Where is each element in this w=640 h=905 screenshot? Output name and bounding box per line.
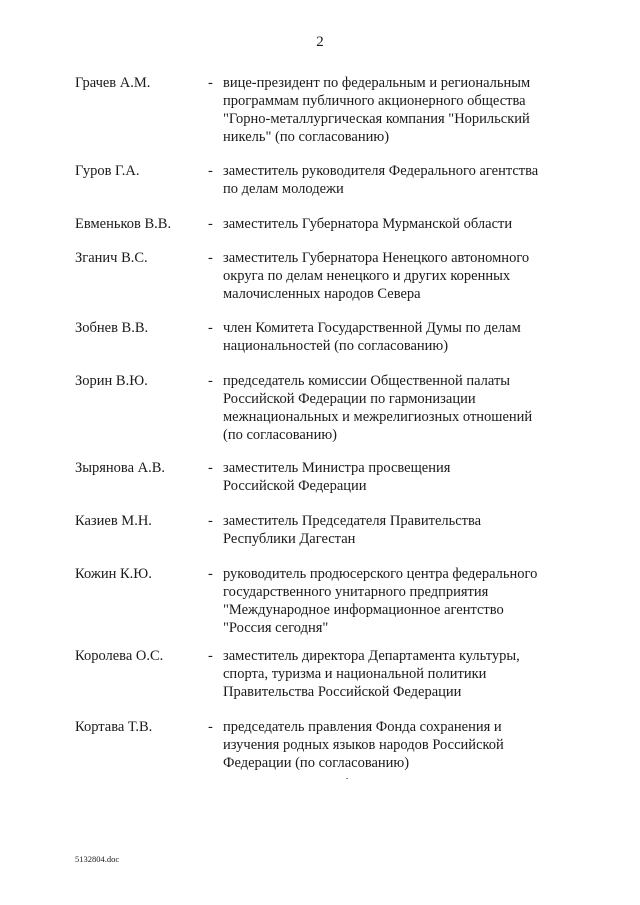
person-name: Зганич В.С.: [75, 250, 148, 266]
person-role: заместитель Министра просвещения Российской Федерации: [223, 460, 451, 494]
separator-dash: -: [208, 648, 213, 664]
list-item: [75, 162, 575, 215]
separator-dash: -: [208, 513, 213, 529]
person-name: Кожин К.Ю.: [75, 566, 152, 582]
person-name: Зорин В.Ю.: [75, 373, 148, 389]
scan-speck: [346, 778, 348, 779]
separator-dash: -: [208, 163, 213, 179]
member-list: [75, 74, 575, 774]
person-name: Грачев А.М.: [75, 75, 151, 91]
list-item: [75, 565, 575, 647]
list-item: [75, 512, 575, 565]
person-name: Кортава Т.В.: [75, 719, 153, 735]
separator-dash: -: [208, 250, 213, 266]
person-role: заместитель Председателя Правительства Республики Дагестан: [223, 513, 482, 547]
person-name: Королева О.С.: [75, 648, 164, 664]
person-name: Гуров Г.А.: [75, 163, 140, 179]
separator-dash: -: [208, 216, 213, 232]
document-filename: 5132804.doc: [75, 854, 120, 864]
list-item: [75, 372, 575, 459]
separator-dash: -: [208, 719, 213, 735]
separator-dash: -: [208, 566, 213, 582]
list-item: [75, 319, 575, 372]
person-role: заместитель руководителя Федерального агентства по делам молодежи: [223, 163, 539, 197]
list-item: [75, 718, 575, 774]
person-name: Зобнев В.В.: [75, 320, 149, 336]
list-item: [75, 215, 575, 249]
person-role: член Комитета Государственной Думы по делам национальностей (по согласованию): [223, 320, 521, 354]
person-name: Казиев М.Н.: [75, 513, 152, 529]
list-item: [75, 647, 575, 718]
person-role: председатель правления Фонда сохранения и изучения родных языков народов Российской Федерации (по согласованию): [223, 719, 504, 771]
person-role: председатель комиссии Общественной палаты Российской Федерации по гармонизации межнациональных и межрелигиозных отношений (по согласованию): [223, 373, 533, 443]
person-role: заместитель Губернатора Мурманской области: [223, 216, 513, 232]
separator-dash: -: [208, 75, 213, 91]
separator-dash: -: [208, 373, 213, 389]
person-role: руководитель продюсерского центра федерального государственного унитарного предприятия "Международное информационное агентство "Россия сегодня": [223, 566, 538, 636]
list-item: [75, 249, 575, 319]
separator-dash: -: [208, 460, 213, 476]
person-role: заместитель Губернатора Ненецкого автономного округа по делам ненецкого и других коренных малочисленных народов Севера: [223, 250, 530, 302]
person-role: вице-президент по федеральным и региональным программам публичного акционерного общества "Горно-металлургическая компания "Норильский никель" (по согласованию): [223, 75, 531, 145]
person-role: заместитель директора Департамента культуры, спорта, туризма и национальной политики Правительства Российской Федерации: [223, 648, 520, 700]
list-item: [75, 459, 575, 512]
page-number: 2: [316, 34, 324, 50]
list-item: [75, 74, 575, 162]
person-name: Евменьков В.В.: [75, 216, 172, 232]
person-name: Зырянова А.В.: [75, 460, 166, 476]
separator-dash: -: [208, 320, 213, 336]
